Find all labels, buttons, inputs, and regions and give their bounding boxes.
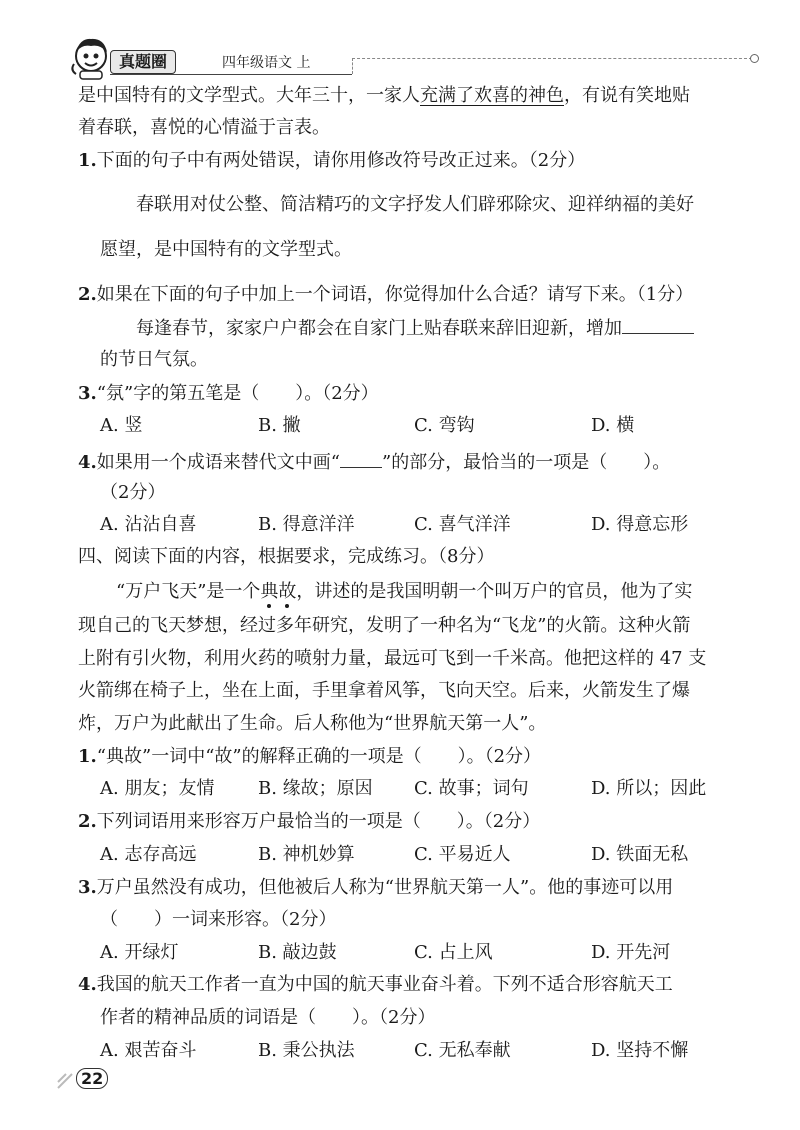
option-c[interactable]: C. 占上风	[414, 942, 493, 963]
header-dash-connector	[352, 58, 353, 74]
question-text: ”的部分，最恰当的一项是（ ）。	[382, 452, 671, 473]
option-d[interactable]: D. 所以；因此	[591, 778, 707, 799]
reading-question-1	[78, 745, 541, 769]
passage-text: 是中国特有的文学型式。大年三十，一家人	[78, 85, 420, 106]
option-b[interactable]: B. 秉公执法	[258, 1040, 355, 1061]
option-c[interactable]: C. 故事；词句	[414, 778, 529, 799]
question-sentence: 愿望，是中国特有的文学型式。	[100, 239, 352, 260]
question-number: 1.	[78, 150, 97, 171]
question-number: 1.	[78, 746, 97, 767]
passage-text: ，讲述的是我国明朝一个叫万户的官员，他为了实	[296, 581, 693, 602]
question-sentence: 春联用对仗公整、简洁精巧的文字抒发人们辟邪除灾、迎祥纳福的美好	[136, 194, 694, 215]
option-a[interactable]: A. 朋友；友情	[100, 778, 215, 799]
book-title: 四年级语文 上	[222, 55, 311, 71]
option-d[interactable]: D. 铁面无私	[591, 844, 689, 865]
question-sentence: 的节日气氛。	[100, 349, 208, 370]
question-text: 如果在下面的句子中加上一个词语，你觉得加什么合适？请写下来。（1分）	[96, 284, 694, 305]
question-2	[78, 283, 693, 307]
option-c[interactable]: C. 无私奉献	[414, 1040, 511, 1061]
question-text: 我国的航天工作者一直为中国的航天事业奋斗着。下列不适合形容航天工	[96, 974, 673, 995]
option-d[interactable]: D. 横	[591, 415, 635, 436]
header-dashed-rule	[352, 58, 752, 59]
answer-blank[interactable]	[622, 315, 694, 334]
passage-text: ，有说有笑地贴	[564, 85, 690, 106]
question-3	[78, 382, 379, 406]
question-text: 如果用一个成语来替代文中画“	[96, 452, 340, 473]
underlined-phrase: 充满了欢喜的神色	[420, 85, 564, 106]
option-d[interactable]: D. 开先河	[591, 942, 671, 963]
question-text: 下面的句子中有两处错误，请你用修改符号改正过来。（2分）	[96, 150, 586, 171]
question-sentence	[136, 315, 694, 341]
question-text: 下列词语用来形容万户最恰当的一项是（ ）。（2分）	[96, 811, 541, 832]
reading-question-3	[78, 876, 673, 900]
question-number: 3.	[78, 877, 97, 898]
question-text: “氛”字的第五笔是（ ）。（2分）	[96, 383, 379, 404]
corner-decoration-icon	[56, 1072, 74, 1090]
question-number: 2.	[78, 811, 97, 832]
question-points: （2分）	[100, 482, 166, 503]
option-a[interactable]: A. 竖	[100, 415, 143, 436]
option-b[interactable]: B. 得意洋洋	[258, 514, 355, 535]
question-text-cont: 作者的精神品质的词语是（ ）。（2分）	[100, 1007, 436, 1028]
passage-line	[78, 84, 690, 108]
option-c[interactable]: C. 弯钩	[414, 415, 475, 436]
underline-mark	[340, 449, 382, 468]
option-b[interactable]: B. 缘故；原因	[258, 778, 373, 799]
passage-text: “万户飞天”是一个	[116, 581, 261, 602]
option-a[interactable]: A. 志存高远	[100, 844, 197, 865]
passage-line: 着春联，喜悦的心情溢于言表。	[78, 117, 330, 138]
section-heading: 四、阅读下面的内容，根据要求，完成练习。（8分）	[78, 546, 495, 567]
header-rule	[110, 74, 352, 75]
reading-passage-line: 火箭绑在椅子上，坐在上面，手里拿着风筝，飞向天空。后来，火箭发生了爆	[78, 680, 690, 701]
reading-passage-line: 炸，万户为此献出了生命。后人称他为“世界航天第一人”。	[78, 713, 547, 734]
question-text: “典故”一词中“故”的解释正确的一项是（ ）。（2分）	[96, 746, 542, 767]
sentence-text: 每逢春节，家家户户都会在自家门上贴春联来辞旧迎新，增加	[136, 318, 622, 339]
question-number: 4.	[78, 452, 97, 473]
reading-question-4	[78, 973, 673, 997]
option-c[interactable]: C. 喜气洋洋	[414, 514, 511, 535]
option-b[interactable]: B. 神机妙算	[258, 844, 355, 865]
dotted-char: 典	[260, 581, 279, 602]
option-b[interactable]: B. 撇	[258, 415, 301, 436]
option-a[interactable]: A. 开绿灯	[100, 942, 179, 963]
reading-passage-line: 上附有引火物，利用火药的喷射力量，最远可飞到一千米高。他把这样的 47 支	[78, 648, 707, 669]
dotted-char: 故	[278, 581, 297, 602]
question-text-cont: （ ）一词来形容。（2分）	[100, 909, 337, 930]
page-header	[0, 0, 800, 80]
question-4	[78, 449, 670, 475]
option-d[interactable]: D. 坚持不懈	[591, 1040, 689, 1061]
series-brand: 真题圈	[110, 50, 176, 74]
question-number: 3.	[78, 383, 97, 404]
reading-passage-line	[116, 580, 692, 604]
cartoon-boy-icon	[68, 34, 114, 80]
question-text: 万户虽然没有成功，但他被后人称为“世界航天第一人”。他的事迹可以用	[96, 877, 674, 898]
header-dot-icon	[750, 54, 759, 63]
reading-passage-line: 现自己的飞天梦想，经过多年研究，发明了一种名为“飞龙”的火箭。这种火箭	[78, 615, 691, 636]
page-number: 22	[76, 1068, 108, 1089]
option-a[interactable]: A. 沾沾自喜	[100, 514, 197, 535]
option-d[interactable]: D. 得意忘形	[591, 514, 689, 535]
reading-question-2	[78, 810, 540, 834]
question-number: 4.	[78, 974, 97, 995]
option-a[interactable]: A. 艰苦奋斗	[100, 1040, 197, 1061]
question-number: 2.	[78, 284, 97, 305]
option-c[interactable]: C. 平易近人	[414, 844, 511, 865]
option-b[interactable]: B. 敲边鼓	[258, 942, 337, 963]
question-1	[78, 149, 585, 173]
